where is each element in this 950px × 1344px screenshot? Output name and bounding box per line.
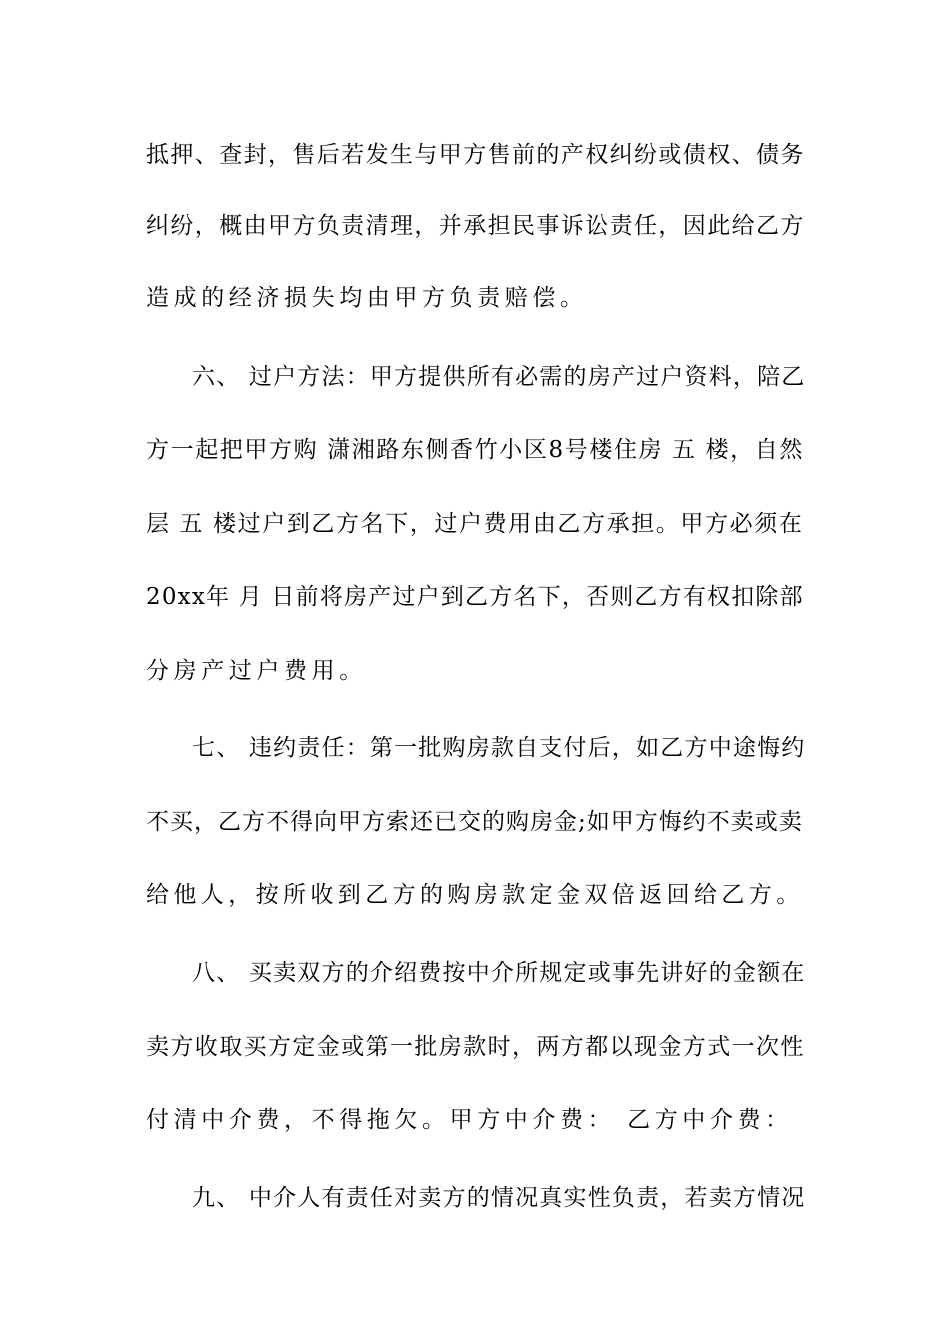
- paragraph-line: 纠纷，概由甲方负责清理，并承担民事诉讼责任，因此给乙方: [146, 213, 805, 239]
- paragraph-line: 给他人，按所收到乙方的购房款定金双倍返回给乙方。: [146, 882, 804, 908]
- paragraph-first-line-7: 七、 违约责任：第一批购房款自支付后，如乙方中途悔约: [192, 735, 806, 761]
- paragraph-first-line-8: 八、 买卖双方的介绍费按中介所规定或事先讲好的金额在: [192, 960, 806, 986]
- paragraph-line: 卖方收取买方定金或第一批房款时，两方都以现金方式一次性: [146, 1034, 805, 1060]
- paragraph-line: 分房产过户费用。: [146, 658, 367, 684]
- paragraph-line: 抵押、查封，售后若发生与甲方售前的产权纠纷或债权、债务: [146, 142, 805, 168]
- paragraph-line: 付清中介费，不得拖欠。甲方中介费： 乙方中介费：: [146, 1107, 793, 1133]
- paragraph-first-line-9: 九、 中介人有责任对卖方的情况真实性负责，若卖方情况: [192, 1185, 806, 1211]
- paragraph-first-line-6: 六、 过户方法：甲方提供所有必需的房产过户资料，陪乙: [192, 364, 806, 390]
- paragraph-line: 层 五 楼过户到乙方名下，过户费用由乙方承担。甲方必须在: [146, 511, 804, 537]
- paragraph-line: 不买，乙方不得向甲方索还已交的购房金;如甲方悔约不卖或卖: [146, 809, 803, 835]
- paragraph-line: 造成的经济损失均由甲方负责赔偿。: [146, 285, 588, 311]
- paragraph-line: 方一起把甲方购 潇湘路东侧香竹小区8号楼住房 五 楼，自然: [146, 437, 804, 463]
- paragraph-line: 20xx年 月 日前将房产过户到乙方名下，否则乙方有权扣除部: [146, 584, 804, 610]
